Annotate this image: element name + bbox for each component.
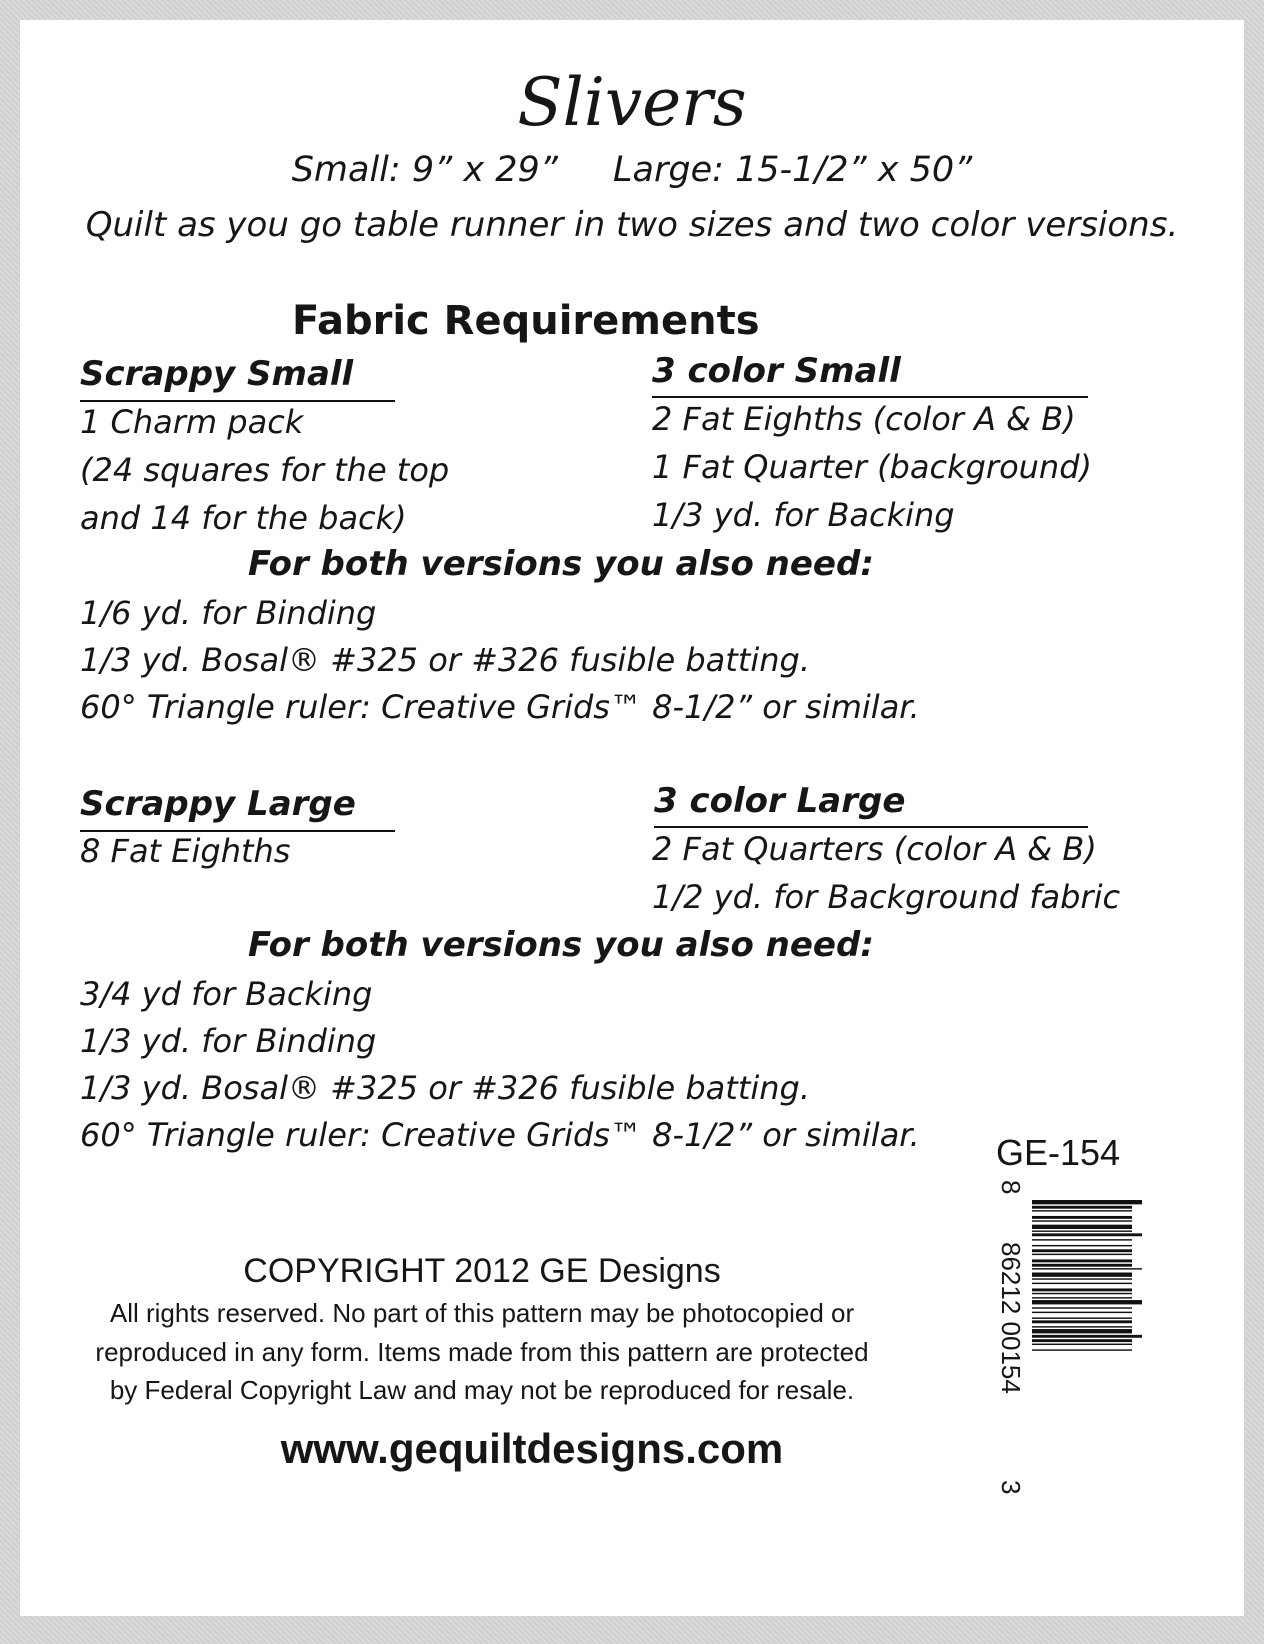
tagline: Quilt as you go table runner in two sizes and two color versions.: [85, 205, 1179, 245]
scrappy-small-title: Scrappy Small: [80, 354, 354, 394]
small-both-line-3: 60° Triangle ruler: Creative Grids™ 8-1/2” or similar.: [80, 688, 920, 726]
small-both-versions-title: For both versions you also need:: [248, 544, 874, 584]
fabric-requirements-heading: Fabric Requirements: [292, 298, 760, 344]
barcode-bar: [1032, 1300, 1142, 1304]
barcode-bar: [1032, 1230, 1132, 1231]
barcode-bar: [1032, 1264, 1132, 1267]
pattern-title: Slivers: [517, 64, 747, 141]
large-both-line-3: 1/3 yd. Bosal® #325 or #326 fusible batting.: [80, 1069, 811, 1107]
sizes-line: [20, 150, 1244, 190]
barcode-bar: [1032, 1254, 1132, 1255]
scrappy-large-title: Scrappy Large: [80, 784, 356, 824]
large-both-line-2: 1/3 yd. for Binding: [80, 1022, 377, 1060]
barcode-bar: [1032, 1326, 1132, 1327]
barcode-digit-bottom: 3: [996, 1480, 1026, 1495]
size-small: Small: 9” x 29”: [291, 150, 558, 190]
small-both-line-2: 1/3 yd. Bosal® #325 or #326 fusible batting.: [80, 641, 811, 679]
product-code: GE-154: [996, 1132, 1121, 1173]
barcode-bar: [1032, 1200, 1142, 1204]
barcode-bar: [1032, 1317, 1132, 1318]
barcode-bar: [1032, 1225, 1132, 1229]
small-both-line-1: 1/6 yd. for Binding: [80, 594, 377, 632]
three-color-large-title: 3 color Large: [654, 781, 906, 821]
barcode-bar: [1032, 1283, 1132, 1284]
scrappy-small-line-1: 1 Charm pack: [80, 403, 304, 441]
barcode-bar: [1032, 1220, 1132, 1221]
barcode-bar: [1032, 1268, 1142, 1269]
barcode-bar: [1032, 1349, 1132, 1350]
barcode-bar: [1032, 1233, 1142, 1236]
barcode-digit-top: 8: [996, 1180, 1026, 1195]
pattern-back-cover: [20, 20, 1244, 1616]
three-color-large-line-2: 1/2 yd. for Background fabric: [652, 878, 1121, 916]
barcode-bars: [1032, 1200, 1142, 1470]
three-color-small-title: 3 color Small: [652, 351, 901, 391]
website-link[interactable]: www.gequiltdesigns.com: [280, 1425, 784, 1472]
barcode-bar: [1032, 1329, 1132, 1333]
barcode-bar: [1032, 1320, 1132, 1323]
three-color-large-underline: [654, 826, 1088, 828]
barcode-bar: [1032, 1307, 1132, 1308]
large-both-line-1: 3/4 yd for Backing: [80, 975, 373, 1013]
barcode-bar: [1032, 1210, 1132, 1211]
barcode-bar: [1032, 1249, 1132, 1252]
copyright-line-2: reproduced in any form. Items made from this pattern are protected: [95, 1337, 869, 1367]
barcode-bar: [1032, 1339, 1132, 1342]
copyright-title: COPYRIGHT 2012 GE Designs: [243, 1252, 721, 1290]
barcode-digits-middle: 86212 00154: [996, 1242, 1026, 1394]
barcode-bar: [1032, 1297, 1132, 1298]
three-color-small-line-3: 1/3 yd. for Backing: [652, 496, 955, 534]
barcode-bar: [1032, 1216, 1132, 1219]
barcode-bar: [1032, 1278, 1132, 1279]
scrappy-small-line-3: and 14 for the back): [80, 499, 407, 537]
three-color-small-line-1: 2 Fat Eighths (color A & B): [652, 400, 1076, 438]
barcode-bar: [1032, 1206, 1132, 1209]
scrappy-large-line-1: 8 Fat Eighths: [80, 832, 291, 870]
large-both-versions-title: For both versions you also need:: [248, 925, 874, 965]
three-color-large-line-1: 2 Fat Quarters (color A & B): [652, 830, 1097, 868]
copyright-line-3: by Federal Copyright Law and may not be reproduced for resale.: [109, 1375, 855, 1405]
barcode-bar: [1032, 1259, 1132, 1262]
barcode-bar: [1032, 1245, 1132, 1246]
barcode-bar: [1032, 1312, 1132, 1313]
three-color-small-underline: [652, 396, 1088, 398]
barcode-bar: [1032, 1344, 1132, 1345]
barcode-bar: [1032, 1293, 1132, 1294]
barcode-bar: [1032, 1239, 1132, 1240]
scrappy-small-line-2: (24 squares for the top: [80, 451, 450, 489]
three-color-small-line-2: 1 Fat Quarter (background): [652, 448, 1092, 486]
scrappy-small-underline: [80, 400, 395, 402]
large-both-line-4: 60° Triangle ruler: Creative Grids™ 8-1/2” or similar.: [80, 1116, 920, 1154]
barcode-bar: [1032, 1273, 1132, 1277]
copyright-line-1: All rights reserved. No part of this pattern may be photocopied or: [109, 1298, 855, 1328]
barcode-bar: [1032, 1335, 1142, 1338]
size-large: Large: 15-1/2” x 50”: [613, 150, 973, 190]
barcode-bar: [1032, 1288, 1132, 1291]
